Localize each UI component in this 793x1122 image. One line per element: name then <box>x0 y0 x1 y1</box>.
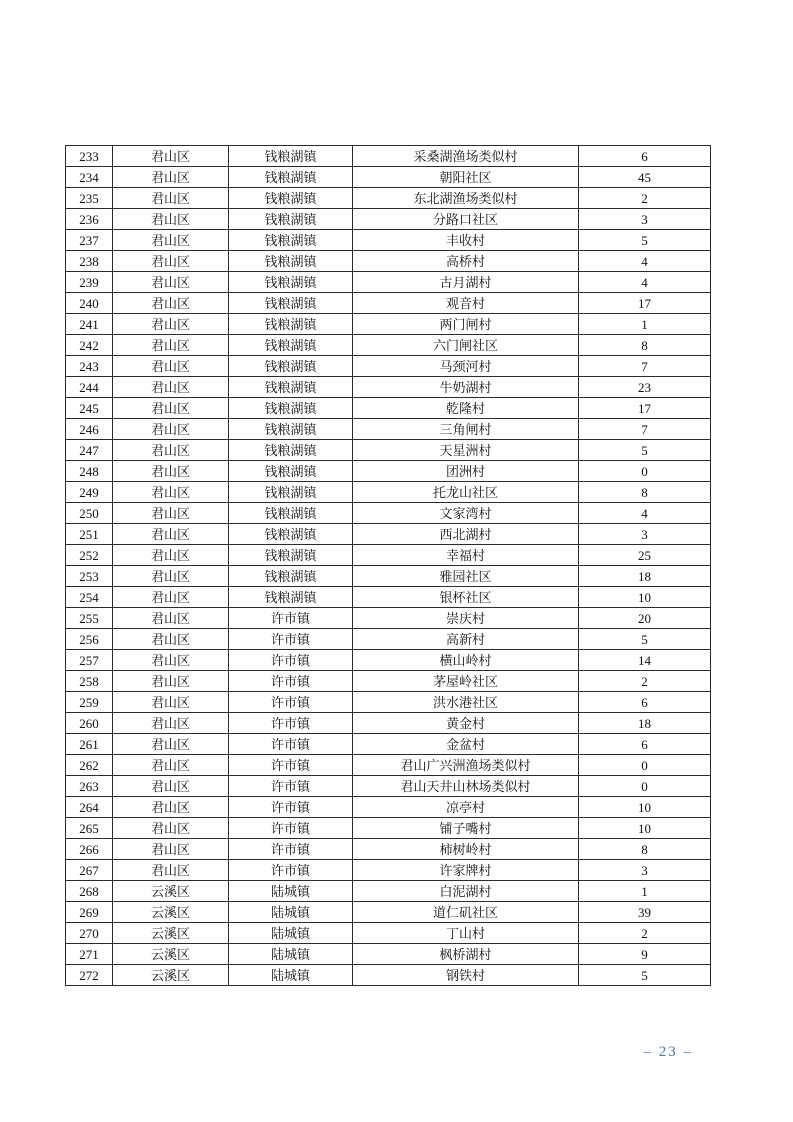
table-row <box>66 587 711 608</box>
count-cell: 1 <box>579 314 711 335</box>
village-cell: 分路口社区 <box>353 209 579 230</box>
table-row <box>66 524 711 545</box>
town-cell: 钱粮湖镇 <box>229 398 353 419</box>
count-cell: 39 <box>579 902 711 923</box>
table-row <box>66 251 711 272</box>
village-cell: 高桥村 <box>353 251 579 272</box>
table-row <box>66 692 711 713</box>
table-row <box>66 944 711 965</box>
district-cell: 君山区 <box>113 587 229 608</box>
town-cell: 许市镇 <box>229 860 353 881</box>
count-cell: 0 <box>579 776 711 797</box>
town-cell: 钱粮湖镇 <box>229 503 353 524</box>
index-cell: 254 <box>66 587 113 608</box>
district-cell: 云溪区 <box>113 923 229 944</box>
count-cell: 10 <box>579 587 711 608</box>
village-cell: 铺子嘴村 <box>353 818 579 839</box>
village-cell: 采桑湖渔场类似村 <box>353 146 579 167</box>
table-row <box>66 818 711 839</box>
table-row <box>66 923 711 944</box>
count-cell: 6 <box>579 692 711 713</box>
table-row <box>66 860 711 881</box>
district-cell: 云溪区 <box>113 881 229 902</box>
district-cell: 君山区 <box>113 713 229 734</box>
index-cell: 272 <box>66 965 113 986</box>
village-cell: 丰收村 <box>353 230 579 251</box>
town-cell: 钱粮湖镇 <box>229 314 353 335</box>
village-cell: 两门闸村 <box>353 314 579 335</box>
index-cell: 235 <box>66 188 113 209</box>
village-cell: 白泥湖村 <box>353 881 579 902</box>
index-cell: 253 <box>66 566 113 587</box>
count-cell: 2 <box>579 188 711 209</box>
town-cell: 许市镇 <box>229 608 353 629</box>
village-cell: 古月湖村 <box>353 272 579 293</box>
index-cell: 251 <box>66 524 113 545</box>
town-cell: 许市镇 <box>229 629 353 650</box>
village-cell: 凉亭村 <box>353 797 579 818</box>
table-row <box>66 293 711 314</box>
village-cell: 高新村 <box>353 629 579 650</box>
page-number: – 23 – <box>643 1044 693 1060</box>
index-cell: 271 <box>66 944 113 965</box>
count-cell: 23 <box>579 377 711 398</box>
town-cell: 钱粮湖镇 <box>229 545 353 566</box>
district-cell: 君山区 <box>113 566 229 587</box>
district-cell: 云溪区 <box>113 902 229 923</box>
town-cell: 许市镇 <box>229 650 353 671</box>
district-cell: 君山区 <box>113 293 229 314</box>
count-cell: 4 <box>579 272 711 293</box>
district-cell: 君山区 <box>113 167 229 188</box>
town-cell: 许市镇 <box>229 692 353 713</box>
district-cell: 君山区 <box>113 755 229 776</box>
index-cell: 249 <box>66 482 113 503</box>
village-cell: 马颈河村 <box>353 356 579 377</box>
district-cell: 君山区 <box>113 545 229 566</box>
town-cell: 许市镇 <box>229 818 353 839</box>
district-cell: 君山区 <box>113 671 229 692</box>
town-cell: 许市镇 <box>229 713 353 734</box>
index-cell: 234 <box>66 167 113 188</box>
table-row <box>66 209 711 230</box>
index-cell: 257 <box>66 650 113 671</box>
table-row <box>66 398 711 419</box>
count-cell: 5 <box>579 629 711 650</box>
table-row <box>66 503 711 524</box>
count-cell: 14 <box>579 650 711 671</box>
count-cell: 17 <box>579 293 711 314</box>
count-cell: 0 <box>579 755 711 776</box>
district-cell: 君山区 <box>113 524 229 545</box>
table-row <box>66 713 711 734</box>
index-cell: 263 <box>66 776 113 797</box>
table-row <box>66 839 711 860</box>
table-row <box>66 776 711 797</box>
count-cell: 7 <box>579 356 711 377</box>
village-cell: 团洲村 <box>353 461 579 482</box>
village-cell: 朝阳社区 <box>353 167 579 188</box>
index-cell: 252 <box>66 545 113 566</box>
index-cell: 266 <box>66 839 113 860</box>
table-row <box>66 335 711 356</box>
town-cell: 钱粮湖镇 <box>229 587 353 608</box>
table-row <box>66 671 711 692</box>
index-cell: 239 <box>66 272 113 293</box>
district-cell: 君山区 <box>113 692 229 713</box>
table-body <box>66 146 711 986</box>
table-row <box>66 608 711 629</box>
table-row <box>66 566 711 587</box>
town-cell: 陆城镇 <box>229 965 353 986</box>
village-cell: 洪水港社区 <box>353 692 579 713</box>
index-cell: 255 <box>66 608 113 629</box>
town-cell: 钱粮湖镇 <box>229 419 353 440</box>
district-cell: 君山区 <box>113 335 229 356</box>
town-cell: 钱粮湖镇 <box>229 566 353 587</box>
count-cell: 4 <box>579 503 711 524</box>
count-cell: 5 <box>579 230 711 251</box>
count-cell: 3 <box>579 860 711 881</box>
table-row <box>66 377 711 398</box>
count-cell: 3 <box>579 209 711 230</box>
district-cell: 君山区 <box>113 650 229 671</box>
index-cell: 243 <box>66 356 113 377</box>
village-cell: 丁山村 <box>353 923 579 944</box>
district-cell: 君山区 <box>113 209 229 230</box>
index-cell: 269 <box>66 902 113 923</box>
town-cell: 钱粮湖镇 <box>229 230 353 251</box>
index-cell: 270 <box>66 923 113 944</box>
index-cell: 247 <box>66 440 113 461</box>
village-cell: 天星洲村 <box>353 440 579 461</box>
district-cell: 君山区 <box>113 272 229 293</box>
district-cell: 君山区 <box>113 629 229 650</box>
town-cell: 钱粮湖镇 <box>229 440 353 461</box>
village-cell: 横山岭村 <box>353 650 579 671</box>
district-cell: 君山区 <box>113 356 229 377</box>
table-row <box>66 461 711 482</box>
village-cell: 银杯社区 <box>353 587 579 608</box>
village-cell: 东北湖渔场类似村 <box>353 188 579 209</box>
town-cell: 钱粮湖镇 <box>229 146 353 167</box>
town-cell: 钱粮湖镇 <box>229 335 353 356</box>
table-row <box>66 629 711 650</box>
index-cell: 244 <box>66 377 113 398</box>
count-cell: 6 <box>579 734 711 755</box>
village-cell: 乾隆村 <box>353 398 579 419</box>
index-cell: 265 <box>66 818 113 839</box>
table-row <box>66 272 711 293</box>
index-cell: 261 <box>66 734 113 755</box>
district-cell: 君山区 <box>113 377 229 398</box>
index-cell: 259 <box>66 692 113 713</box>
district-cell: 君山区 <box>113 230 229 251</box>
index-cell: 268 <box>66 881 113 902</box>
count-cell: 9 <box>579 944 711 965</box>
count-cell: 5 <box>579 965 711 986</box>
village-cell: 许家牌村 <box>353 860 579 881</box>
village-cell: 金盆村 <box>353 734 579 755</box>
village-cell: 牛奶湖村 <box>353 377 579 398</box>
village-cell: 幸福村 <box>353 545 579 566</box>
village-cell: 道仁矶社区 <box>353 902 579 923</box>
table-row <box>66 482 711 503</box>
count-cell: 20 <box>579 608 711 629</box>
count-cell: 4 <box>579 251 711 272</box>
index-cell: 248 <box>66 461 113 482</box>
town-cell: 钱粮湖镇 <box>229 209 353 230</box>
village-cell: 钢铁村 <box>353 965 579 986</box>
count-cell: 8 <box>579 839 711 860</box>
index-cell: 233 <box>66 146 113 167</box>
index-cell: 256 <box>66 629 113 650</box>
index-cell: 258 <box>66 671 113 692</box>
town-cell: 许市镇 <box>229 776 353 797</box>
village-cell: 六门闸社区 <box>353 335 579 356</box>
town-cell: 钱粮湖镇 <box>229 482 353 503</box>
table-row <box>66 440 711 461</box>
district-cell: 君山区 <box>113 839 229 860</box>
index-cell: 238 <box>66 251 113 272</box>
district-cell: 云溪区 <box>113 965 229 986</box>
district-cell: 君山区 <box>113 440 229 461</box>
table-row <box>66 419 711 440</box>
table-row <box>66 881 711 902</box>
count-cell: 2 <box>579 923 711 944</box>
count-cell: 2 <box>579 671 711 692</box>
town-cell: 许市镇 <box>229 755 353 776</box>
table-row <box>66 902 711 923</box>
village-cell: 枫桥湖村 <box>353 944 579 965</box>
district-cell: 云溪区 <box>113 944 229 965</box>
town-cell: 许市镇 <box>229 839 353 860</box>
index-cell: 250 <box>66 503 113 524</box>
index-cell: 246 <box>66 419 113 440</box>
count-cell: 7 <box>579 419 711 440</box>
town-cell: 陆城镇 <box>229 902 353 923</box>
table-row <box>66 146 711 167</box>
town-cell: 钱粮湖镇 <box>229 251 353 272</box>
town-cell: 钱粮湖镇 <box>229 356 353 377</box>
district-cell: 君山区 <box>113 797 229 818</box>
town-cell: 许市镇 <box>229 734 353 755</box>
index-cell: 245 <box>66 398 113 419</box>
district-cell: 君山区 <box>113 419 229 440</box>
count-cell: 17 <box>579 398 711 419</box>
town-cell: 钱粮湖镇 <box>229 524 353 545</box>
town-cell: 钱粮湖镇 <box>229 377 353 398</box>
index-cell: 236 <box>66 209 113 230</box>
index-cell: 240 <box>66 293 113 314</box>
village-cell: 茅屋岭社区 <box>353 671 579 692</box>
count-cell: 18 <box>579 713 711 734</box>
count-cell: 45 <box>579 167 711 188</box>
table-row <box>66 965 711 986</box>
count-cell: 0 <box>579 461 711 482</box>
town-cell: 钱粮湖镇 <box>229 188 353 209</box>
town-cell: 钱粮湖镇 <box>229 461 353 482</box>
district-cell: 君山区 <box>113 734 229 755</box>
town-cell: 许市镇 <box>229 671 353 692</box>
district-cell: 君山区 <box>113 482 229 503</box>
index-cell: 262 <box>66 755 113 776</box>
count-cell: 8 <box>579 482 711 503</box>
table-row <box>66 755 711 776</box>
district-cell: 君山区 <box>113 251 229 272</box>
count-cell: 5 <box>579 440 711 461</box>
town-cell: 许市镇 <box>229 797 353 818</box>
village-cell: 托龙山社区 <box>353 482 579 503</box>
village-cell: 黄金村 <box>353 713 579 734</box>
village-cell: 崇庆村 <box>353 608 579 629</box>
count-cell: 18 <box>579 566 711 587</box>
table-row <box>66 314 711 335</box>
table-row <box>66 734 711 755</box>
count-cell: 10 <box>579 797 711 818</box>
count-cell: 6 <box>579 146 711 167</box>
district-cell: 君山区 <box>113 776 229 797</box>
index-cell: 241 <box>66 314 113 335</box>
town-cell: 陆城镇 <box>229 881 353 902</box>
town-cell: 钱粮湖镇 <box>229 167 353 188</box>
town-cell: 钱粮湖镇 <box>229 293 353 314</box>
index-cell: 264 <box>66 797 113 818</box>
table-row <box>66 188 711 209</box>
table-row <box>66 545 711 566</box>
index-cell: 237 <box>66 230 113 251</box>
village-cell: 文家湾村 <box>353 503 579 524</box>
index-cell: 242 <box>66 335 113 356</box>
village-cell: 君山天井山林场类似村 <box>353 776 579 797</box>
index-cell: 267 <box>66 860 113 881</box>
district-cell: 君山区 <box>113 461 229 482</box>
village-cell: 西北湖村 <box>353 524 579 545</box>
town-cell: 陆城镇 <box>229 923 353 944</box>
table-row <box>66 650 711 671</box>
count-cell: 8 <box>579 335 711 356</box>
district-cell: 君山区 <box>113 608 229 629</box>
district-cell: 君山区 <box>113 818 229 839</box>
district-cell: 君山区 <box>113 860 229 881</box>
town-cell: 陆城镇 <box>229 944 353 965</box>
village-cell: 柿树岭村 <box>353 839 579 860</box>
district-cell: 君山区 <box>113 314 229 335</box>
table-row <box>66 797 711 818</box>
table-row <box>66 167 711 188</box>
count-cell: 25 <box>579 545 711 566</box>
district-cell: 君山区 <box>113 146 229 167</box>
town-cell: 钱粮湖镇 <box>229 272 353 293</box>
village-count-table <box>65 145 711 986</box>
count-cell: 3 <box>579 524 711 545</box>
village-cell: 君山广兴洲渔场类似村 <box>353 755 579 776</box>
district-cell: 君山区 <box>113 503 229 524</box>
index-cell: 260 <box>66 713 113 734</box>
village-cell: 三角闸村 <box>353 419 579 440</box>
district-cell: 君山区 <box>113 188 229 209</box>
table-row <box>66 230 711 251</box>
count-cell: 10 <box>579 818 711 839</box>
count-cell: 1 <box>579 881 711 902</box>
village-cell: 观音村 <box>353 293 579 314</box>
village-cell: 雅园社区 <box>353 566 579 587</box>
district-cell: 君山区 <box>113 398 229 419</box>
table-row <box>66 356 711 377</box>
